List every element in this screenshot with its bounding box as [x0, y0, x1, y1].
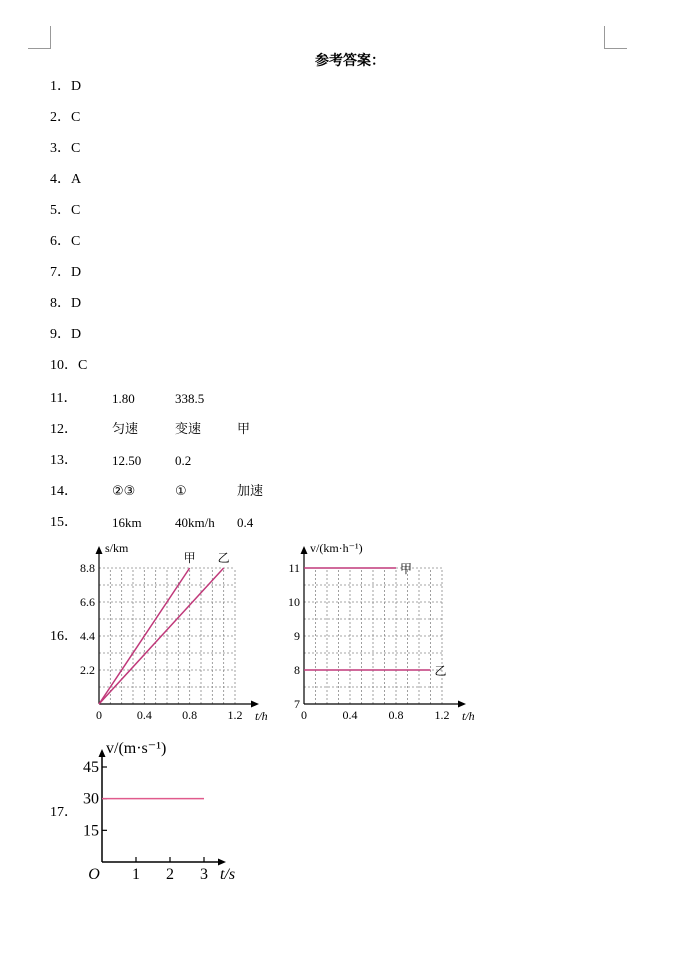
answer-text: C [71, 203, 81, 218]
blank-answer: 0.2 [175, 453, 192, 468]
x-tick-label: 0.8 [182, 708, 198, 722]
x-tick-label: 0.4 [136, 708, 152, 722]
question-number: 6． [50, 234, 71, 249]
blank-answer: 加速 [237, 484, 264, 499]
answer-row [50, 390, 350, 408]
y-tick-label: 9 [294, 629, 300, 643]
x-tick-label: 2 [166, 866, 174, 883]
x-tick-label: 1.2 [434, 708, 450, 722]
blank-answer: 甲 [237, 422, 251, 437]
blank-answer: 0.4 [237, 515, 254, 530]
series-label: 甲 [183, 551, 196, 565]
blank-answer: 匀速 [112, 422, 139, 437]
x-tick-label: 1.2 [227, 708, 243, 722]
answer-text: D [71, 327, 82, 342]
x-axis-arrow [458, 701, 466, 708]
answer-row [50, 452, 350, 470]
question-number: 14． [50, 484, 78, 499]
x-axis-label: t/h [462, 709, 475, 723]
page-corner-mark-right [604, 26, 627, 49]
question-number: 9． [50, 327, 71, 342]
y-tick-label: 11 [288, 561, 300, 575]
y-tick-label: 7 [294, 697, 300, 711]
answer-row [50, 264, 81, 282]
blank-answer: 338.5 [175, 391, 205, 406]
question-number: 15． [50, 515, 78, 530]
series-label: 乙 [434, 664, 447, 678]
answer-row [50, 483, 350, 501]
blank-answer: 变速 [175, 422, 202, 437]
question-number: 13． [50, 453, 78, 468]
y-tick-label: 8.8 [80, 561, 95, 575]
y-tick-label: 30 [83, 790, 99, 808]
answer-row [50, 233, 80, 251]
y-tick-label: 4.4 [80, 629, 95, 643]
y-tick-label: 15 [83, 822, 99, 840]
x-axis-arrow [218, 859, 226, 866]
answer-text: D [71, 296, 82, 311]
blank-answer: 12.50 [112, 453, 142, 468]
question-16-label: 16． [50, 629, 78, 644]
page-corner-mark-left [28, 26, 51, 49]
answer-row [50, 78, 81, 96]
series-label: 乙 [217, 551, 230, 565]
question-number: 8． [50, 296, 71, 311]
x-tick-label: 0 [301, 708, 307, 722]
y-tick-label: 8 [294, 663, 300, 677]
answer-row [50, 202, 80, 220]
chart-distance-time [80, 538, 268, 723]
question-number: 2． [50, 110, 71, 125]
answer-text: C [78, 358, 88, 373]
answer-row [50, 295, 81, 313]
question-number: 3． [50, 141, 71, 156]
question-number: 1． [50, 79, 71, 94]
question-17-label: 17． [50, 805, 78, 820]
y-axis-arrow [96, 546, 103, 554]
x-tick-label: 3 [200, 866, 208, 883]
question-number: 10． [50, 358, 78, 373]
y-axis-arrow [301, 546, 308, 554]
question-number: 5． [50, 203, 71, 218]
answer-text: A [71, 172, 82, 187]
answer-text: D [71, 265, 82, 280]
question-number: 12． [50, 422, 78, 437]
x-axis-label: t/h [255, 709, 268, 723]
answer-row [50, 326, 81, 344]
y-tick-label: 6.6 [80, 595, 95, 609]
y-tick-label: 2.2 [80, 663, 95, 677]
answer-row [50, 357, 87, 375]
answer-row [50, 514, 350, 532]
question-number: 7． [50, 265, 71, 280]
chart-velocity-time [72, 735, 236, 885]
x-tick-label: 0.4 [342, 708, 358, 722]
page-title: 参考答案： [315, 53, 385, 69]
answer-row [50, 421, 350, 439]
y-axis-arrow [99, 749, 106, 757]
answer-row [50, 109, 80, 127]
blank-answer: 16km [112, 515, 142, 530]
x-tick-label: 1 [132, 866, 140, 883]
blank-answer: ②③ [112, 484, 136, 499]
blank-answer: 1.80 [112, 391, 135, 406]
question-number: 11． [50, 391, 78, 406]
x-axis-arrow [251, 701, 259, 708]
blank-answer: 40km/h [175, 515, 215, 530]
answer-text: C [71, 234, 81, 249]
y-axis-label: v/(m·s⁻¹) [106, 740, 167, 757]
chart-speed-time [288, 538, 475, 723]
y-axis-label: s/km [105, 541, 129, 555]
answer-row [50, 140, 80, 158]
answer-text: D [71, 79, 82, 94]
blank-answer: ① [175, 484, 187, 499]
x-tick-label: 0.8 [388, 708, 404, 722]
question-number: 4． [50, 172, 71, 187]
x-axis-label: t/s [220, 866, 236, 883]
answer-text: C [71, 110, 81, 125]
y-tick-label: 10 [288, 595, 300, 609]
origin-label: O [88, 866, 100, 883]
y-axis-label: v/(km·h⁻¹) [310, 541, 363, 555]
y-tick-label: 45 [83, 759, 99, 776]
answer-row [50, 171, 81, 189]
x-tick-label: 0 [96, 708, 102, 722]
answer-text: C [71, 141, 81, 156]
series-label: 甲 [400, 562, 413, 576]
